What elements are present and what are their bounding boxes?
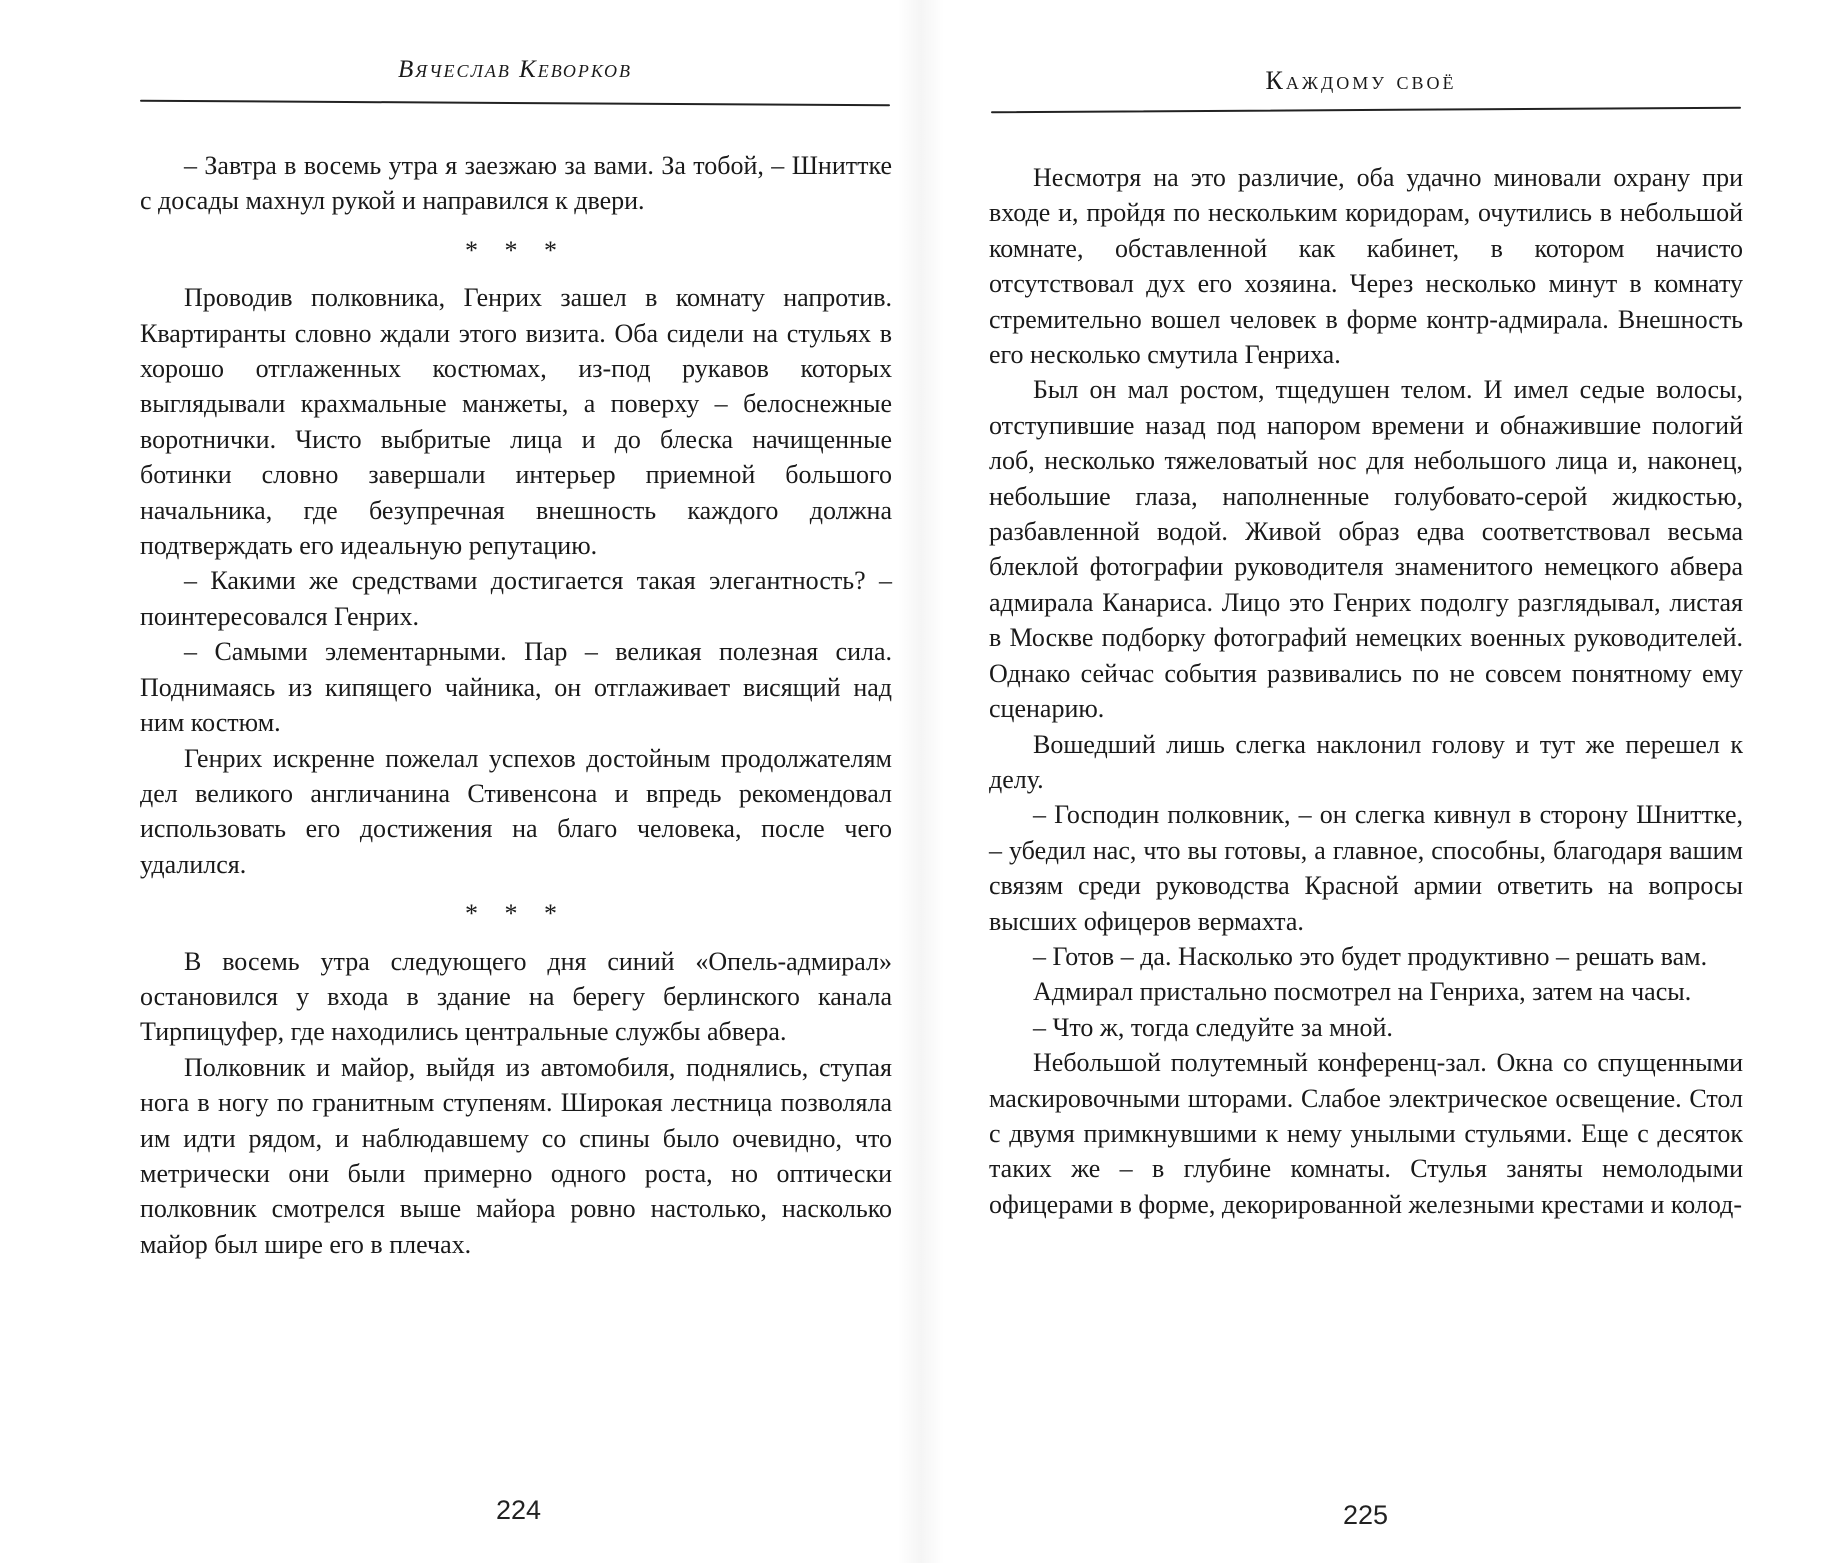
- paragraph: Вошедший лишь слегка наклонил голову и тут же перешел к делу.: [989, 729, 1743, 794]
- paragraph: – Что ж, тогда следуйте за мной.: [1033, 1012, 1393, 1042]
- page-number: 224: [496, 1495, 542, 1525]
- left-body-text: [140, 148, 892, 1262]
- paragraph: – Завтра в восемь утра я заезжаю за вами. За тобой, – Шниттке с досады махнул рукой и направился к двери.: [140, 151, 892, 216]
- running-head-title: Каждому своё: [1265, 66, 1457, 95]
- paragraph: – Какими же средствами достигается такая элегантность? – поинтересовался Генрих.: [140, 566, 892, 631]
- paragraph: Несмотря на это различие, оба удачно миновали охрану при входе и, пройдя по нескольким коридорам, очутились в небольшой комнате, обставленной как кабинет, в котором начисто отсутствовал дух его хозяина. Через несколько минут в комнату стремительно вошел человек в форме контр-адмирала. Внешность его несколько смутила Генриха.: [989, 163, 1743, 370]
- running-head-author: Вячеслав Кеворков: [398, 56, 632, 83]
- paragraph: – Господин полковник, – он слегка кивнул в сторону Шниттке, – убедил нас, что вы готовы, а главное, способны, благодаря вашим связям среди руководства Красной армии ответить на вопросы высших офицеров вермахта.: [989, 800, 1743, 936]
- paragraph: Полковник и майор, выйдя из автомобиля, поднялись, ступая нога в ногу по гранитным ступеням. Широкая лестница позволяла им идти рядом, и наблюдавшему со спины было очевидно, что метрически они были примерно одного роста, но оптически полковник смотрелся выше майора ровно настолько, насколько майор был шире его в плечах.: [140, 1052, 892, 1259]
- paragraph: – Самыми элементарными. Пар – великая полезная сила. Поднимаясь из кипящего чайника, он отглаживает висящий над ним костюм.: [140, 637, 892, 738]
- paragraph: Небольшой полутемный конференц-зал. Окна со спущенными маскировочными шторами. Слабое электрическое освещение. Стол с двумя примкнувшими к нему унылыми стульями. Еще с десяток таких же – в глубине комнаты. Стулья заняты немолодыми офицерами в форме, декорированной железными крестами и колод-: [989, 1048, 1743, 1219]
- header-rule: [140, 100, 890, 107]
- paragraph: Адмирал пристально посмотрел на Генриха, затем на часы.: [1033, 977, 1692, 1007]
- paragraph: Проводив полковника, Генрих зашел в комнату напротив. Квартиранты словно ждали этого визита. Оба сидели на стульях в хорошо отглаженных костюмах, из-под рукавов которых выглядывали крахмальные манжеты, а поверху – белоснежные воротнички. Чисто выбритые лица и до блеска начищенные ботинки словно завершали интерьер приемной большого начальника, где безупречная внешность каждого должна подтверждать его идеальную репутацию.: [140, 283, 892, 561]
- paragraph: – Готов – да. Насколько это будет продуктивно – решать вам.: [1033, 941, 1708, 971]
- paragraph: Был он мал ростом, тщедушен телом. И имел седые волосы, отступившие назад под напором времени и обнажившие пологий лоб, несколько тяжеловатый нос для небольшого лица и, наконец, небольшие глаза, наполненные голубовато-серой жидкостью, разбавленной водой. Живой образ едва соответствовал весьма блеклой фотографии руководителя знаменитого немецкого абвера адмирала Канариса. Лицо это Генрих подолгу разглядывал, листая в Москве подборку фотографий немецких военных руководителей. Однако сейчас события развивались по не совсем понятному ему сценарию.: [989, 375, 1743, 724]
- page-number: 225: [1343, 1500, 1389, 1530]
- paragraph: Генрих искренне пожелал успехов достойным продолжателям дел великого англичанина Стивенсона и впредь рекомендовал использовать его достижения на благо человека, после чего удалился.: [140, 743, 892, 879]
- right-page: [921, 0, 1842, 1563]
- header-rule: [991, 107, 1741, 114]
- right-body-text: [989, 160, 1743, 1222]
- paragraph: В восемь утра следующего дня синий «Опель-адмирал» остановился у входа в здание на берегу берлинского канала Тирпицуфер, где находились центральные службы абвера.: [140, 946, 892, 1047]
- section-separator: * * *: [465, 899, 567, 929]
- section-separator: * * *: [465, 235, 567, 265]
